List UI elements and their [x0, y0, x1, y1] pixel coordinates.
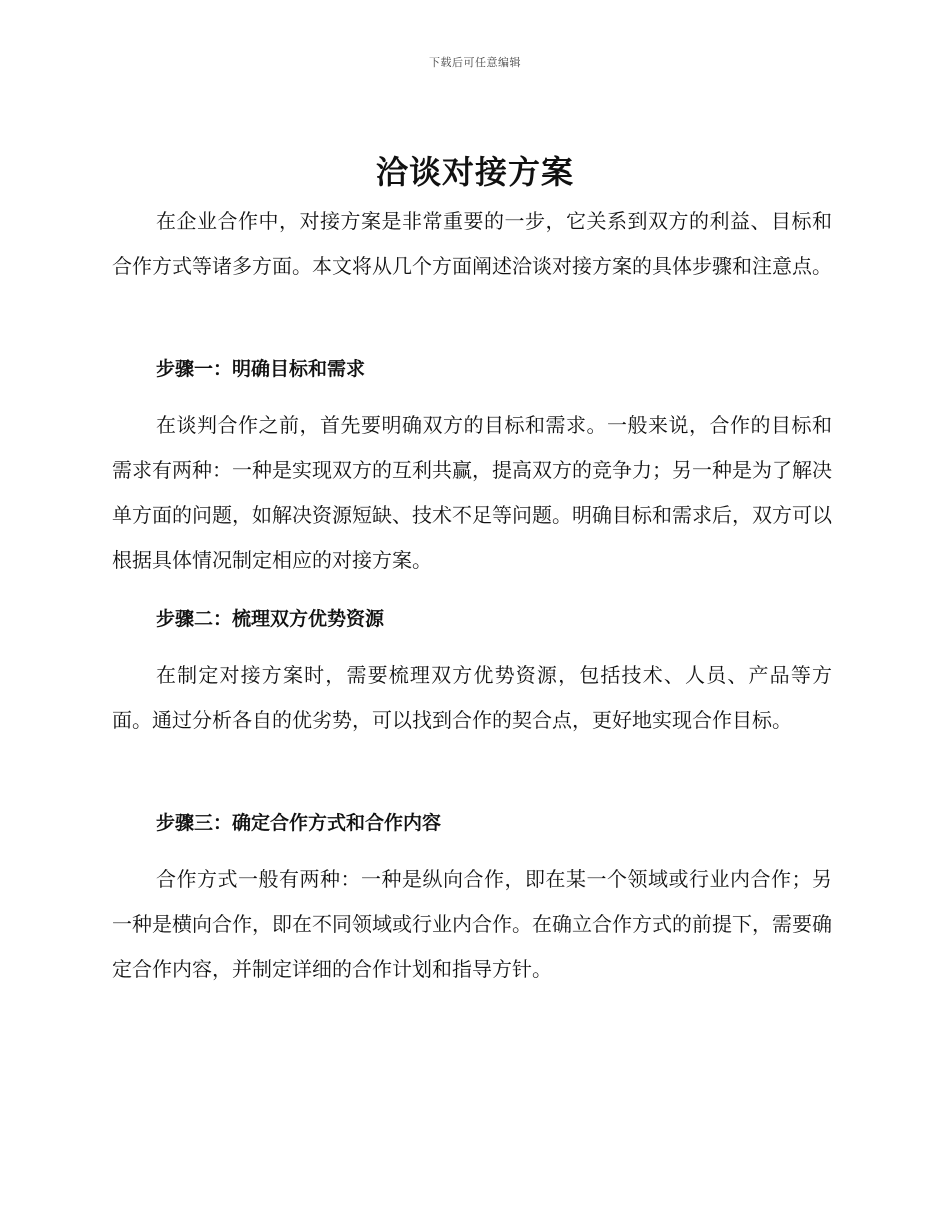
step-three-heading: 步骤三：确定合作方式和合作内容	[156, 812, 442, 834]
intro-paragraph: 在企业合作中，对接方案是非常重要的一步，它关系到双方的利益、目标和合作方式等诸多方面。本文将从几个方面阐述洽谈对接方案的具体步骤和注意点。	[112, 209, 832, 278]
step-one-heading: 步骤一：明确目标和需求	[156, 358, 366, 380]
step-three-paragraph: 合作方式一般有两种：一种是纵向合作，即在某一个领域或行业内合作；另一种是横向合作，即在不同领域或行业内合作。在确立合作方式的前提下，需要确定合作内容，并制定详细的合作计划和指导方针。	[112, 867, 832, 981]
step-one-paragraph: 在谈判合作之前，首先要明确双方的目标和需求。一般来说，合作的目标和需求有两种：一种是实现双方的互利共赢，提高双方的竞争力；另一种是为了解决单方面的问题，如解决资源短缺、技术不足等问题。明确目标和需求后，双方可以根据具体情况制定相应的对接方案。	[112, 413, 832, 572]
step-two-heading: 步骤二：梳理双方优势资源	[156, 608, 385, 630]
document-title: 洽谈对接方案	[375, 153, 574, 191]
page-header-note: 下载后可任意编辑	[429, 56, 521, 69]
step-two-paragraph: 在制定对接方案时，需要梳理双方优势资源，包括技术、人员、产品等方面。通过分析各自的优劣势，可以找到合作的契合点，更好地实现合作目标。	[112, 663, 832, 732]
